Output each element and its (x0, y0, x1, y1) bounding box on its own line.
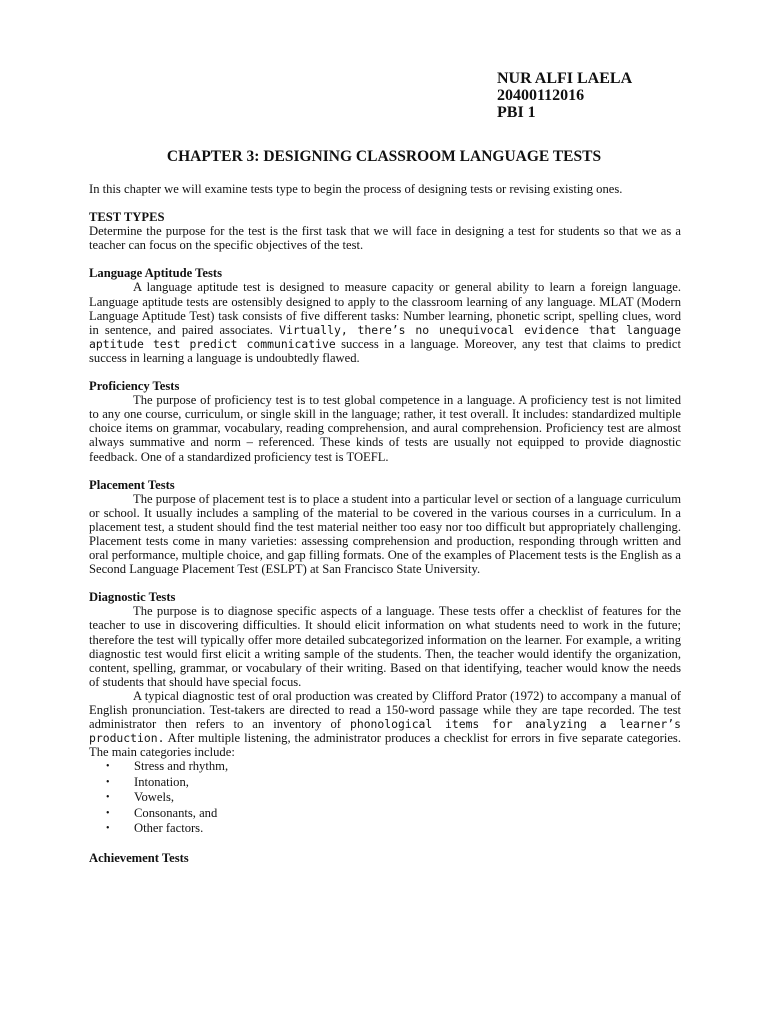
student-id: 20400112016 (497, 87, 585, 104)
class-label: PBI 1 (497, 104, 536, 121)
test-types-paragraph: Determine the purpose for the test is the first task that we will face in designing a test for students so that we as a teacher can focus on the specific objectives of the test. (89, 224, 681, 253)
category-list (89, 759, 681, 837)
section-heading-diagnostic: Diagnostic Tests (89, 590, 176, 605)
list-item: • Consonants, and (106, 805, 218, 820)
section-heading-aptitude: Language Aptitude Tests (89, 266, 222, 281)
author-block (497, 70, 632, 121)
diagnostic-paragraph: The purpose is to diagnose specific aspects of a language. These tests offer a checklist of features for the teacher to use in discovering difficulties. It should elicit information on what students need to work in the future; therefore the test will typically offer more detailed subcategorized information on the learner. For example, a writing diagnostic test would first elicit a writing sample of the students. Then, the teacher would identify the organization, content, spelling, grammar, or vocabulary of their writing. Based on that identifying, teacher would know the needs of students that should have special focus. (89, 604, 681, 689)
section-heading-test-types: TEST TYPES (89, 210, 165, 225)
list-item: • Intonation, (106, 774, 189, 789)
section-heading-achievement: Achievement Tests (89, 850, 189, 865)
aptitude-paragraph: A language aptitude test is designed to measure capacity or general ability to learn a foreign language. Language aptitude tests are ostensibly designed to apply to the classroom learning of any language. MLAT (Modern Language Aptitude Test) task consists of five different tasks: Number learning, phonetic script, spelling clues, word in sentence, and paired associates. Virtually, there’s no unequivocal evidence that language aptitude test predict communicative success in a language. Moreover, any test that claims to predict success in learning a language is undoubtedly flawed. (89, 280, 682, 365)
author-name: NUR ALFI LAELA (497, 70, 633, 87)
section-heading-proficiency: Proficiency Tests (89, 379, 180, 394)
placement-paragraph: The purpose of placement test is to place a student into a particular level or section of a language curriculum or school. It usually includes a sampling of the material to be covered in the various courses in a curriculum. In a placement test, a student should find the test material neither too easy nor too difficult but appropriately challenging. Placement tests come in many varieties: assessing comprehension and production, responding through written and oral performance, multiple choice, and gap filling formats. One of the examples of Placement tests is the English as a Second Language Placement Test (ESLPT) at San Francisco State University. (89, 491, 681, 577)
document-body (89, 182, 681, 865)
diagnostic-paragraph-2: A typical diagnostic test of oral production was created by Clifford Prator (1972) to accompany a manual of English pronunciation. Test-takers are directed to read a 150-word passage while they are tape recorded. The test administrator then refers to an inventory of phonological items for analyzing a learner’s production. After multiple listening, the administrator produces a checklist for errors in five separate categories. The main categories include: (89, 688, 682, 760)
list-item: • Other factors. (106, 821, 204, 836)
list-item: • Stress and rhythm, (106, 759, 229, 774)
list-item: • Vowels, (106, 790, 175, 805)
chapter-title: CHAPTER 3: DESIGNING CLASSROOM LANGUAGE TESTS (166, 148, 602, 165)
section-heading-placement: Placement Tests (89, 477, 175, 492)
intro-paragraph: In this chapter we will examine tests type to begin the process of designing tests or revising existing ones. (89, 182, 623, 196)
proficiency-paragraph: The purpose of proficiency test is to test global competence in a language. A proficiency test is not limited to any one course, curriculum, or single skill in the language; rather, it test overall. It includes: standardized multiple choice items on grammar, vocabulary, reading comprehension, and aural comprehension. Proficiency test are almost always summative and norm – referenced. These kinds of tests are usually not equipped to provide diagnostic feedback. One of a standardized proficiency test is TOEFL. (89, 393, 681, 464)
